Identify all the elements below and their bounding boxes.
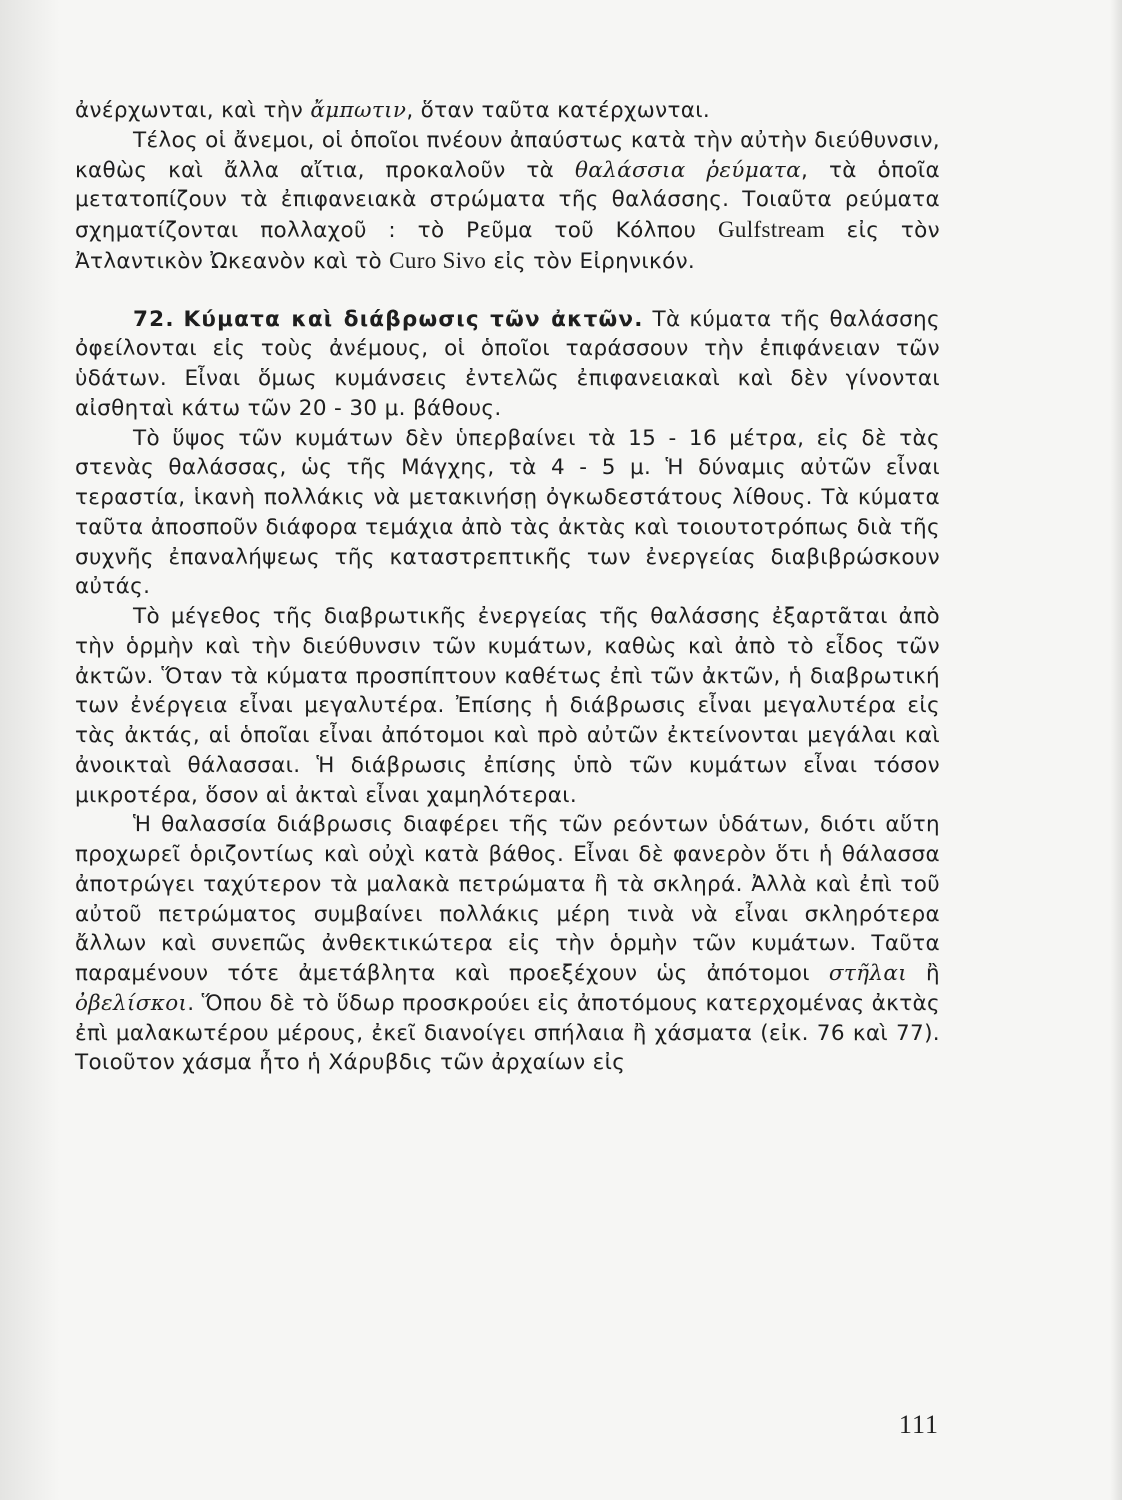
- text-run: Τέλος οἱ ἄνεμοι, οἱ ὁποῖοι πνέουν ἀπαύστως κατὰ τὴν αὐτὴν διεύθυνσιν, καθὼς καὶ ἄλλα αἴτια, προκαλοῦν τὰ: [75, 127, 940, 183]
- latin-term: Curo Sivo: [389, 247, 487, 273]
- text-run: ἢ: [907, 961, 940, 986]
- italic-term: στῆλαι: [828, 961, 908, 986]
- italic-term: ἄμπωτιν: [310, 98, 407, 123]
- page-gutter-shadow: [0, 0, 60, 1500]
- paragraph-continuation: [75, 96, 940, 126]
- page-number: 111: [898, 1410, 939, 1439]
- text-run: εἰς τὸν Εἰρηνικόν.: [486, 248, 696, 274]
- section-spacer: [75, 277, 940, 305]
- text-run: Ἡ θαλασσία διάβρωσις διαφέρει τῆς τῶν ρεόντων ὑδάτων, διότι αὕτη προχωρεῖ ὁριζοντίως καὶ οὐχὶ κατὰ βάθος. Εἶναι δὲ φανερὸν ὅτι ἡ θάλασσα ἀποτρώγει ταχύτερον τὰ μαλακὰ πετρώματα ἢ τὰ σκληρά. Ἀλλὰ καὶ ἐπὶ τοῦ αὐτοῦ πετρώματος συμβαίνει πολλάκις μέρη τινὰ νὰ εἶναι σκληρότερα ἄλλων καὶ συνεπῶς ἀνθεκτικώτερα εἰς τὴν ὁρμὴν τῶν κυμάτων. Ταῦτα παραμένουν τότε ἀμετάβλητα καὶ προεξέχουν ὡς ἀπότομοι: [75, 812, 940, 986]
- text-run: , τὰ ὁποῖα μετατοπίζουν τὰ ἐπιφανειακὰ στρώματα τῆς θαλάσσης. Τοιαῦτα ρεύματα σχηματίζονται πολλαχοῦ : τὸ Ρεῦμα τοῦ Κόλπου: [75, 157, 940, 243]
- section-title: Κύματα καὶ διάβρωσις τῶν ἀκτῶν.: [183, 306, 644, 332]
- section-heading-paragraph: [75, 305, 940, 424]
- text-run: ἀνέρχωνται, καὶ τὴν: [75, 98, 311, 123]
- page-body: [75, 96, 940, 1078]
- italic-term: θαλάσσια ῥεύματα: [574, 157, 802, 183]
- paragraph-wave-height: Τὸ ὕψος τῶν κυμάτων δὲν ὑπερβαίνει τὰ 15 - 16 μέτρα, εἰς δὲ τὰς στενὰς θαλάσσας, ὡς τῆς Μάγχης, τὰ 4 - 5 μ. Ἡ δύναμις αὐτῶν εἶναι τεραστία, ἱκανὴ πολλάκις νὰ μετακινήσῃ ὀγκωδεστάτους λίθους. Τὰ κύματα ταῦτα ἀποσποῦν διάφορα τεμάχια ἀπὸ τὰς ἀκτὰς καὶ τοιουτοτρόπως διὰ τῆς συχνῆς ἐπαναλήψεως τῆς καταστρεπτικῆς των ἐνεργείας διαβιβρώσκουν αὐτάς.: [75, 425, 940, 600]
- italic-term: ὀβελίσκοι: [75, 990, 188, 1016]
- text-run: εἰς τὸν Ἀτλαντικὸν Ὠκεανὸν καὶ τὸ: [75, 218, 940, 274]
- section-number: 72.: [133, 306, 175, 332]
- text-run: , ὅταν ταῦτα κατέρχωνται.: [406, 98, 711, 123]
- latin-term: Gulfstream: [717, 217, 825, 242]
- page-edge-shadow: [1110, 0, 1122, 1500]
- paragraph-erosion-magnitude: Τὸ μέγεθος τῆς διαβρωτικῆς ἐνεργείας τῆς θαλάσσης ἐξαρτᾶται ἀπὸ τὴν ὁρμὴν καὶ τὴν διεύθυνσιν τῶν κυμάτων, καθὼς καὶ ἀπὸ τὸ εἶδος τῶν ἀκτῶν. Ὅταν τὰ κύματα προσπίπτουν καθέτως ἐπὶ τῶν ἀκτῶν, ἡ διαβρωτική των ἐνέργεια εἶναι μεγαλυτέρα. Ἐπίσης ἡ διάβρωσις εἶναι μεγαλυτέρα εἰς τὰς ἀκτάς, αἱ ὁποῖαι εἶναι ἀπότομοι καὶ πρὸ αὐτῶν ἐκτείνονται μεγάλαι καὶ ἀνοικταὶ θάλασσαι. Ἡ διάβρωσις ἐπίσης ὑπὸ τῶν κυμάτων εἶναι τόσον μικροτέρα, ὅσον αἱ ἀκταὶ εἶναι χαμηλότεραι.: [75, 604, 940, 808]
- paragraph-marine-erosion: [75, 810, 940, 1078]
- section-intro-text: Τὰ κύματα τῆς θαλάσσης ὀφείλονται εἰς τοὺς ἀνέμους, οἱ ὁποῖοι ταράσσουν τὴν ἐπιφάνειαν τῶν ὑδάτων. Εἶναι ὅμως κυμάνσεις ἐντελῶς ἐπιφανειακαὶ καὶ δὲν γίνονται αἰσθηταὶ κάτω τῶν 20 - 30 μ. βάθους.: [75, 306, 940, 421]
- paragraph-currents: [75, 126, 940, 277]
- text-run: . Ὅπου δὲ τὸ ὕδωρ προσκρούει εἰς ἀποτόμους κατερχομένας ἀκτὰς ἐπὶ μαλακωτέρου μέρους, ἐκεῖ διανοίγει σπήλαια ἢ χάσματα (εἰκ. 76 καὶ 77). Τοιοῦτον χάσμα ἦτο ἡ Χάρυβδις τῶν ἀρχαίων εἰς: [75, 990, 940, 1076]
